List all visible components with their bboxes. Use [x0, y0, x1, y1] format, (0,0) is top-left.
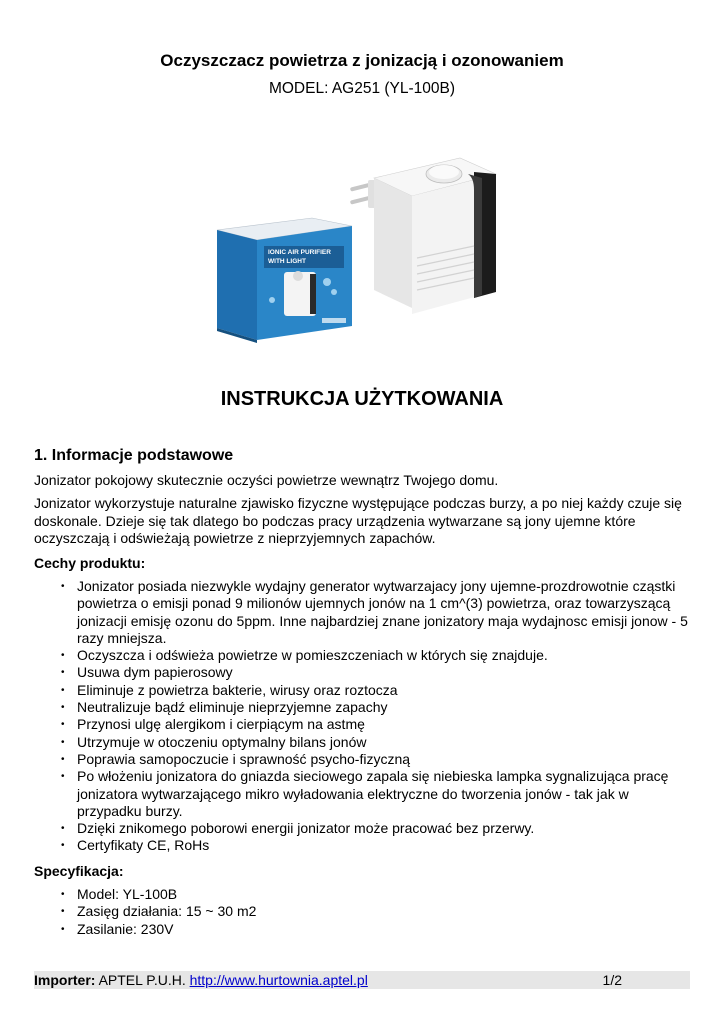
list-item: • Zasilanie: 230V: [34, 921, 694, 938]
list-item: • Utrzymuje w otoczeniu optymalny bilans jonów: [34, 734, 694, 751]
list-item: • Certyfikaty CE, RoHs: [34, 837, 694, 854]
description-paragraph: Jonizator wykorzystuje naturalne zjawisko fizyczne występujące podczas burzy, a po niej każdy czuje się doskonale. Dzieje się tak dlatego bo podczas pracy urządzenia wytwarzane są jony ujemne które oczyszczają i odświeżają powietrze z nieprzyjemnych zapachów.: [34, 495, 682, 546]
importer-label: Importer:: [34, 972, 96, 988]
product-photo: [212, 150, 512, 345]
model-line: MODEL: AG251 (YL-100B): [268, 80, 456, 97]
list-item: • Zasięg działania: 15 ~ 30 m2: [34, 903, 694, 920]
features-title: Cechy produktu:: [34, 555, 146, 571]
document-title: Oczyszczacz powietrza z jonizacją i ozonowaniem: [160, 51, 564, 70]
product-box-image: [217, 218, 352, 343]
section-title: 1. Informacje podstawowe: [34, 447, 234, 464]
list-item: • Dzięki znikomego poborowi energii jonizator może pracować bez przerwy.: [34, 820, 694, 837]
list-item: • Usuwa dym papierosowy: [34, 664, 694, 681]
list-item: • Neutralizuje bądź eliminuje nieprzyjemne zapachy: [34, 699, 694, 716]
list-item: • Poprawia samopoczucie i sprawność psycho-fizyczną: [34, 751, 694, 768]
specs-list: [34, 886, 694, 938]
list-item: • Jonizator posiada niezwykle wydajny generator wytwarzajacy jony ujemne-prozdrowotnie cząstki powietrza o emisji ponad 9 milionów ujemnych jonów na 1 cm^(3) powietrza, oraz towarzyszącą jonizacji emisję ozonu do 5ppm. Inne najbardziej znane jonizatory maja wydajnosc emisji jonow - 5 razy mniejsza.: [34, 578, 694, 647]
importer-website-link[interactable]: http://www.hurtownia.aptel.pl: [189, 972, 368, 988]
specs-title: Specyfikacja:: [34, 863, 124, 879]
page-number: 1/2: [602, 972, 622, 988]
list-item: • Oczyszcza i odświeża powietrze w pomieszczeniach w których się znajduje.: [34, 647, 694, 664]
ionizer-device-image: [374, 158, 496, 314]
plug-prongs: [350, 180, 376, 208]
box-text-line1: IONIC AIR PURIFIER: [268, 249, 331, 256]
list-item: • Przynosi ulgę alergikom i cierpiącym na astmę: [34, 716, 694, 733]
intro-paragraph: Jonizator pokojowy skutecznie oczyści powietrze wewnątrz Twojego domu.: [34, 472, 499, 488]
importer-name: APTEL P.U.H.: [95, 972, 190, 988]
list-item: • Po włożeniu jonizatora do gniazda sieciowego zapala się niebieska lampka sygnalizująca pracę jonizatora wytwarzającego mikro wyładowania elektryczne do tworzenia jonów - tak jak w przypadku burzy.: [34, 768, 694, 820]
features-list: [34, 578, 694, 855]
main-heading: INSTRUKCJA UŻYTKOWANIA: [220, 388, 504, 410]
list-item: • Eliminuje z powietrza bakterie, wirusy oraz roztocza: [34, 682, 694, 699]
page-footer: [34, 971, 690, 989]
box-text-line2: WITH LIGHT: [268, 258, 306, 265]
list-item: • Model: YL-100B: [34, 886, 694, 903]
